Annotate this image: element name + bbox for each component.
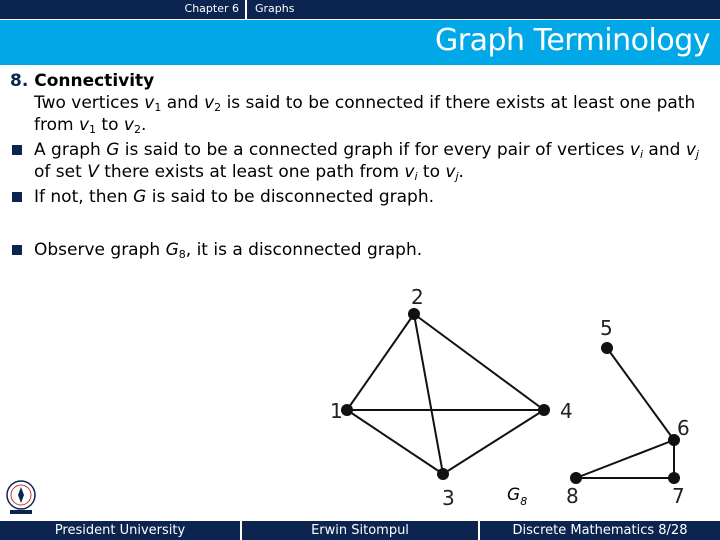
vertex-label-5: 5 <box>600 316 613 340</box>
subscript: j <box>695 148 699 161</box>
vertex-5 <box>601 342 613 354</box>
math: v <box>144 93 155 113</box>
subscript: 2 <box>214 101 222 114</box>
footer-course-page: Discrete Mathematics 8/28 <box>480 521 720 540</box>
bullet-connected-definition <box>10 139 710 183</box>
math: v <box>123 115 134 135</box>
bullet-square-icon <box>12 245 22 255</box>
math: v <box>78 115 90 135</box>
footer <box>0 521 720 540</box>
edge-2-4 <box>414 314 544 410</box>
bullet-disconnected-definition <box>10 186 710 208</box>
vertex-label-1: 1 <box>330 399 343 423</box>
bullet-observe-graph <box>10 239 710 261</box>
text: . <box>140 115 147 135</box>
vertex-label-4: 4 <box>560 399 573 423</box>
text: Two vertices <box>34 93 145 113</box>
heading-text: Connectivity <box>34 71 155 91</box>
vertex-label-6: 6 <box>677 416 690 440</box>
text: , it is a disconnected graph. <box>185 240 423 260</box>
text: and <box>643 140 686 160</box>
vertex-2 <box>408 308 420 320</box>
subscript: j <box>455 170 459 183</box>
math: V <box>87 162 99 182</box>
text: is said to be connected if there exists at least one path from <box>34 93 696 135</box>
math: G <box>165 240 179 260</box>
math: v <box>404 162 415 182</box>
slide-title: Graph Terminology <box>435 23 710 58</box>
section-heading <box>10 70 710 92</box>
subscript: i <box>639 148 644 161</box>
university-logo <box>4 478 38 516</box>
text: and <box>161 93 205 113</box>
intro-paragraph <box>10 92 710 136</box>
subscript: 8 <box>178 248 186 261</box>
graph-g8 <box>320 280 720 515</box>
vertex-label-2: 2 <box>411 285 424 309</box>
subscript: 2 <box>133 123 141 136</box>
bullet-square-icon <box>12 192 22 202</box>
graph-name: $G_8$ <box>507 485 528 508</box>
subscript: i <box>414 170 418 183</box>
vertex-7 <box>668 472 680 484</box>
math: G <box>106 140 120 160</box>
text: . <box>458 162 464 182</box>
vertex-label-7: 7 <box>672 484 685 508</box>
edge-6-8 <box>576 440 674 478</box>
edge-1-3 <box>347 410 443 474</box>
footer-author: Erwin Sitompul <box>242 521 478 540</box>
text: Observe graph <box>34 240 166 260</box>
text: is said to be disconnected graph. <box>146 187 434 207</box>
footer-institution: President University <box>0 521 240 540</box>
math: G <box>133 187 147 207</box>
vertex-3 <box>437 468 449 480</box>
edge-1-2 <box>347 314 414 410</box>
text: to <box>96 115 124 135</box>
math: v <box>685 140 696 160</box>
subscript: 1 <box>89 123 97 136</box>
math: v <box>204 93 215 113</box>
text: of set <box>34 162 88 182</box>
vertex-label-3: 3 <box>442 486 455 510</box>
text: there exists at least one path from <box>98 162 405 182</box>
slide-content <box>10 70 710 261</box>
heading-number: 8. <box>10 71 29 91</box>
edge-2-3 <box>414 314 443 474</box>
text: to <box>417 162 446 182</box>
vertex-8 <box>570 472 582 484</box>
math: v <box>445 162 456 182</box>
edge-5-6 <box>607 348 674 440</box>
vertex-label-8: 8 <box>566 484 579 508</box>
graph-edges <box>347 314 674 478</box>
graph-vertex-labels <box>330 285 690 510</box>
math: v <box>629 140 640 160</box>
chapter-label: Chapter 6 <box>0 0 245 19</box>
vertex-4 <box>538 404 550 416</box>
bullet-square-icon <box>12 145 22 155</box>
edge-3-4 <box>443 410 544 474</box>
vertex-1 <box>341 404 353 416</box>
top-bar <box>0 0 720 19</box>
text: If not, then <box>34 187 134 207</box>
title-bar <box>0 20 720 65</box>
text: A graph <box>34 140 107 160</box>
subscript: 1 <box>154 101 162 114</box>
section-label: Graphs <box>247 0 720 19</box>
text: is said to be a connected graph if for every pair of vertices <box>119 140 630 160</box>
